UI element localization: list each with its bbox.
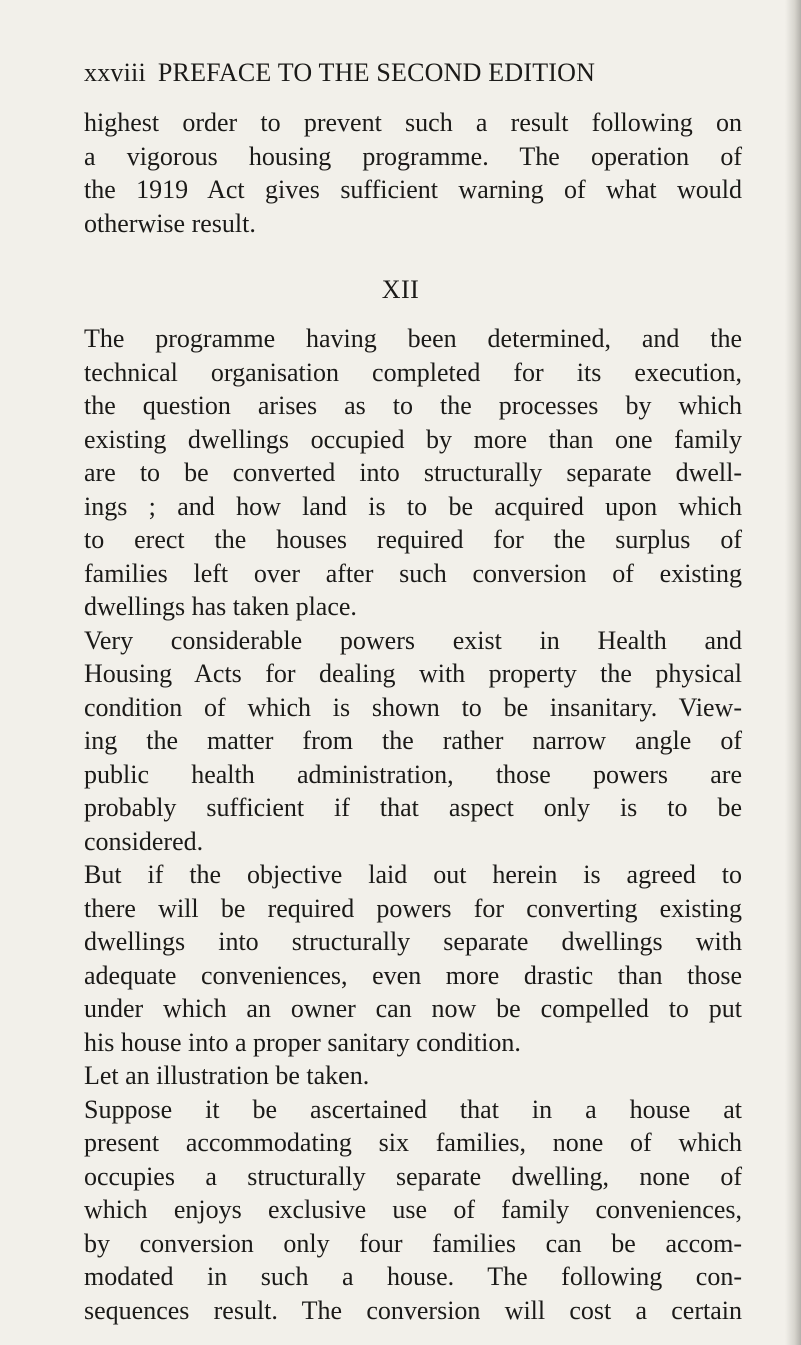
text-line: Housing Acts for dealing with property the physical bbox=[84, 659, 742, 688]
text-line: Let an illustration be taken. bbox=[84, 1061, 370, 1090]
text-line: Suppose it be ascertained that in a house at bbox=[84, 1094, 742, 1124]
text-line: adequate conveniences, even more drastic than those bbox=[84, 960, 742, 990]
text-line: condition of which is shown to be insanitary. View- bbox=[84, 692, 742, 722]
text-line: the 1919 Act gives sufficient warning of what would bbox=[84, 175, 742, 204]
text-line: But if the objective laid out herein is agreed to bbox=[84, 860, 742, 889]
text-line: there will be required powers for converting existing bbox=[84, 893, 742, 923]
section-body bbox=[84, 322, 742, 1327]
text-line: sequences result. The conversion will cost a certain bbox=[84, 1295, 742, 1325]
text-line: his house into a proper sanitary condition. bbox=[84, 1027, 521, 1057]
text-line: Very considerable powers exist in Health and bbox=[84, 625, 742, 655]
text-line: ings ; and how land is to be acquired upon which bbox=[84, 491, 742, 521]
text-line: dwellings has taken place. bbox=[84, 592, 357, 621]
text-line: are to be converted into structurally separate dwell- bbox=[84, 458, 742, 487]
continued-paragraph bbox=[84, 106, 742, 240]
page-edge-shadow bbox=[785, 0, 801, 1345]
text-line: public health administration, those powers are bbox=[84, 759, 742, 789]
text-line: which enjoys exclusive use of family conveniences, bbox=[84, 1195, 742, 1224]
text-line: a vigorous housing programme. The operation of bbox=[84, 141, 742, 171]
section-heading: XII bbox=[381, 275, 420, 304]
text-line: ing the matter from the rather narrow angle of bbox=[84, 726, 742, 755]
text-line: families left over after such conversion of existing bbox=[84, 558, 742, 588]
text-line: dwellings into structurally separate dwellings with bbox=[84, 927, 742, 956]
text-line: occupies a structurally separate dwelling, none of bbox=[84, 1161, 742, 1191]
text-line: to erect the houses required for the surplus of bbox=[84, 525, 742, 554]
text-line: technical organisation completed for its execution, bbox=[84, 357, 742, 387]
text-line: by conversion only four families can be accom- bbox=[84, 1228, 742, 1258]
text-line: present accommodating six families, none of which bbox=[84, 1128, 742, 1157]
text-line: The programme having been determined, and the bbox=[84, 324, 742, 353]
text-line: otherwise result. bbox=[84, 208, 256, 238]
text-line: the question arises as to the processes by which bbox=[84, 391, 742, 420]
text-line: under which an owner can now be compelled to put bbox=[84, 994, 742, 1023]
text-line: considered. bbox=[84, 826, 204, 856]
text-line: highest order to prevent such a result following on bbox=[84, 108, 742, 137]
text-line: existing dwellings occupied by more than one family bbox=[84, 424, 742, 454]
running-title: PREFACE TO THE SECOND EDITION bbox=[157, 58, 596, 87]
text-line: probably sufficient if that aspect only is to be bbox=[84, 793, 742, 822]
text-line: modated in such a house. The following con- bbox=[84, 1262, 742, 1291]
page-number: xxviii bbox=[84, 58, 146, 87]
running-head bbox=[84, 58, 595, 88]
